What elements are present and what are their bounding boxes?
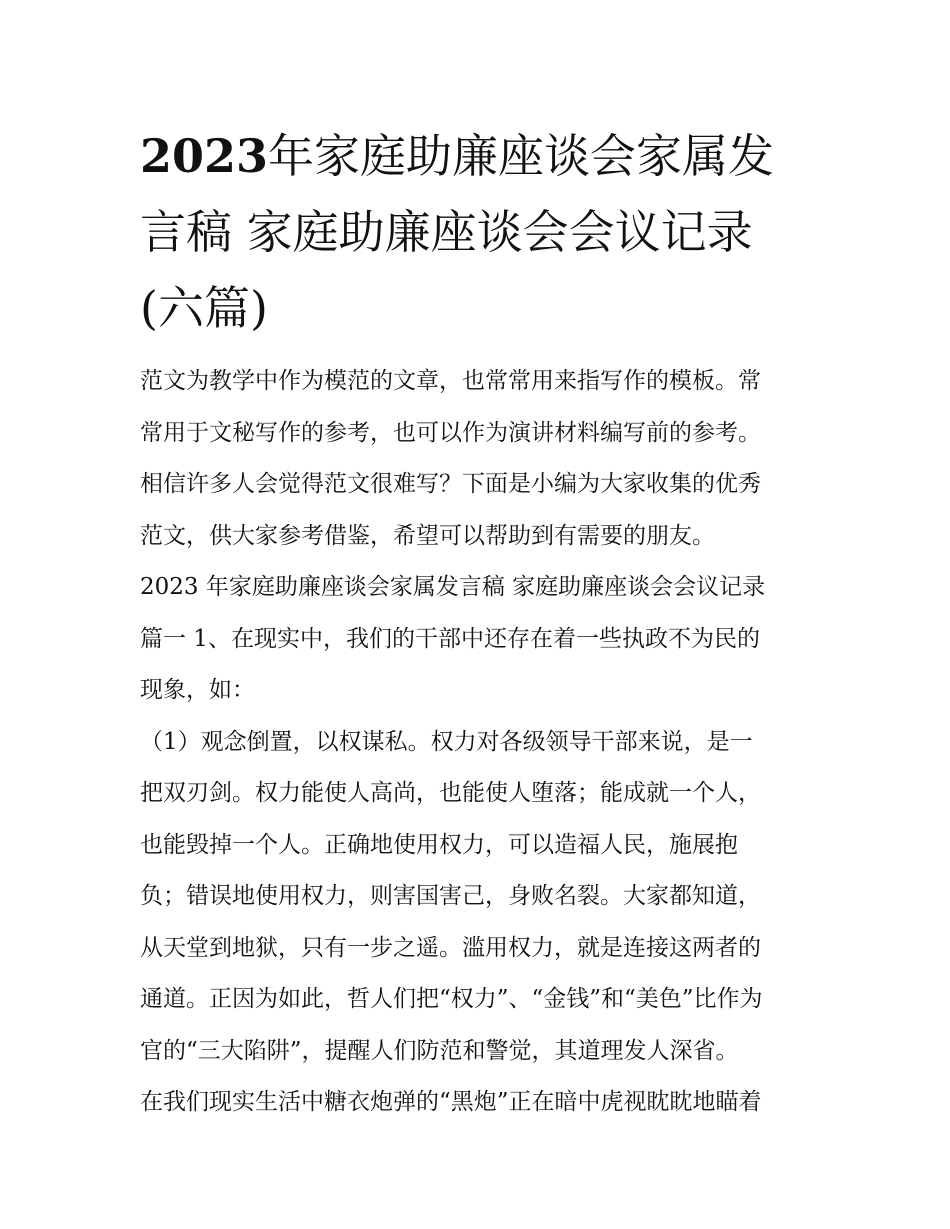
body-line: 篇一 1、在现实中，我们的干部中还存在着一些执政不为民的 [140,625,760,652]
title-year: 2023 [140,129,269,183]
title-line-2: 言稿 家庭助廉座谈会会议记录 [140,205,753,259]
body-line: 也能毁掉一个人。正确地使用权力，可以造福人民，施展抱 [140,831,738,858]
body-line: 相信许多人会觉得范文很难写？下面是小编为大家收集的优秀 [140,471,761,497]
body-line: 官的“三大陷阱”，提醒人们防范和警觉，其道理发人深省。 [140,1037,739,1064]
document-body [140,356,820,1129]
body-line: 常用于文秘写作的参考，也可以作为演讲材料编写前的参考。 [140,419,761,446]
title-line-3: (六篇) [140,281,268,335]
body-line: 负；错误地使用权力，则害国害己，身败名裂。大家都知道， [140,883,761,909]
body-line: 现象，如： [140,677,255,703]
body-line: （1）观念倒置，以权谋私。权力对各级领导干部来说，是一 [140,728,753,755]
body-line: 2023 年家庭助廉座谈会家属发言稿 家庭助廉座谈会会议记录 [140,574,766,600]
body-line: 从天堂到地狱，只有一步之遥。滥用权力，就是连接这两者的 [140,934,761,961]
title-line-1 [140,118,820,194]
document-title [140,118,820,346]
title-line-1-text: 年家庭助廉座谈会家属发 [268,129,775,183]
body-line: 范文，供大家参考借鉴，希望可以帮助到有需要的朋友。 [140,522,715,549]
body-line: 在我们现实生活中糖衣炮弹的“黑炮”正在暗中虎视眈眈地瞄着 [140,1089,762,1115]
body-line: 范文为教学中作为模范的文章，也常常用来指写作的模板。常 [140,368,761,394]
body-line: 把双刃剑。权力能使人高尚，也能使人堕落；能成就一个人， [140,780,761,806]
body-line: 通道。正因为如此，哲人们把“权力”、“金钱”和“美色”比作为 [140,986,763,1012]
